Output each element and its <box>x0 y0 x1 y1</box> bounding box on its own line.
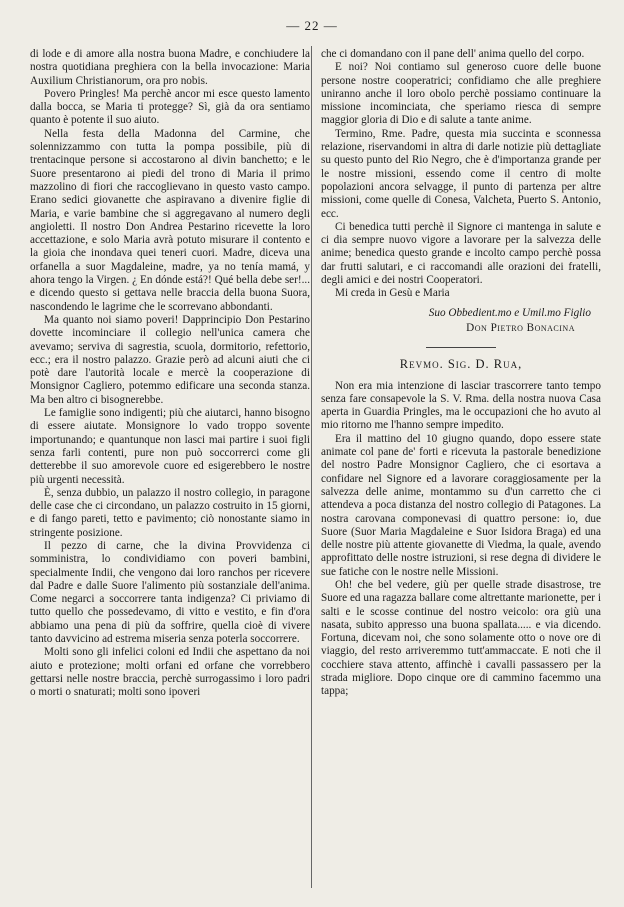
left-column <box>30 48 310 700</box>
paragraph: Ma quanto noi siamo poveri! Dapprincipio Don Pestarino dovette incominciare il collegio nell'unica camera che avevamo; serviva di sagrestia, scuola, dormitorio, refettorio, ecc.; era il nostro palazzo. Grazie però ad alcuni aiuti che ci potè dare l'autorità locale e mercè la cooperazione di Monsignor Cagliero, potemmo edificare una seconda stanza. Ma ben altro ci bisognerebbe. <box>30 313 310 406</box>
section-divider <box>426 347 496 348</box>
paragraph: Ci benedica tutti perchè il Signore ci mantenga in salute e ci dia sempre nuovo vigore a lavorare per la salvezza delle anime; benedica questo grande e incolto campo perchè possa dar frutti salutari, e ci raccomandi alle orazioni dei fratelli, degli amici e dei nostri Cooperatori. <box>321 220 601 287</box>
paragraph: Mi creda in Gesù e Maria <box>335 287 450 300</box>
paragraph: Le famiglie sono indigenti; più che aiutarci, hanno bisogno di essere aiutate. Monsignore lo vado troppo sovente importunando; e quantunque non lasci mai partire i suoi figli senza farli contenti, pure non può soccorrerci come gli detterebbe il suo amorevole cuore ed esigerebbero le nostre più urgenti necessità. <box>30 407 310 486</box>
paragraph: Molti sono gli infelici coloni ed Indii che aspettano da noi aiuto e protezione; molti orfani ed orfane che vorrebbero gettarsi nelle nostre braccia, perchè surrogassimo i loro padri o morti o snaturati; molti sono ipoveri <box>30 646 310 699</box>
right-column <box>321 48 601 699</box>
paragraph: E noi? Noi contiamo sul generoso cuore delle buone persone nostre cooperatrici; confidiamo che alle preghiere uniranno anche il loro obolo perchè possiamo continuare la missione incominciata, che speriamo riesca di sempre maggior gloria di Dio e di salute a tante anime. <box>321 61 601 127</box>
paragraph: È, senza dubbio, un palazzo il nostro collegio, in paragone delle case che ci circondano, un palazzo costruito in 15 giorni, e di fango pareti, tetto e pavimento; ciò nonostante siamo in stringente posizione. <box>30 486 310 539</box>
paragraph: Oh! che bel vedere, giù per quelle strade disastrose, tre Suore ed una ragazza ballare come altrettante marionette, per i salti e le scosse continue del nostro veicolo: ora giù una nasata, subito appresso una buona spallata..... e via dicendo. Fortuna, dicevam noi, che sono solamente otto o nove ore di viaggio, del resto arriveremmo tutt'ammaccate. E noti che il cocchiere stava attento, affinchè i cavalli passassero per la strada migliore. Dopo cinque ore di cammino facemmo una tappa; <box>321 578 601 698</box>
letter-heading: Revmo. Sig. D. Rua, <box>399 357 523 372</box>
paragraph: Termino, Rme. Padre, questa mia succinta e sconnessa relazione, riservandomi in altra di darle notizie più dettagliate su questo punto del Rio Negro, che è d'importanza grande per le nostre missioni, essendo come il centro di molte popolazioni ancora selvagge, il punto di partenza per altre missioni, come quelle di Conesa, Valcheta, Puerto S. Antonio, ecc. <box>321 127 601 220</box>
signature: Don Pietro Bonacina <box>466 321 575 334</box>
closing-line: Suo Obbedient.mo e Umil.mo Figlio <box>428 306 591 319</box>
column-divider <box>311 46 312 888</box>
paragraph: Era il mattino del 10 giugno quando, dopo essere state animate col pane de' forti e ricevuta la pastorale benedizione del nostro Padre Monsignor Cagliero, che ci esortava a confidare nel Signore ed a lavorare coraggiosamente per la salvezza delle anime, montammo su d'un carretto che ci attendeva a poca distanza del nostro collegio di Patagones. La nostra carovana componevasi di quattro persone: io, due Suore (Suor Maria Magdaleine e Suor Isidora Braga) ed una delle nostre più attente giovanette di Viedma, la quale, avendo approfittato delle nostre istruzioni, si rese degna di dividere le sue fatiche con le nostre nelle Missioni. <box>321 432 601 578</box>
paragraph: di lode e di amore alla nostra buona Madre, e conchiudere la nostra quotidiana preghiera con la bella invocazione: Maria Auxilium Christianorum, ora pro nobis. <box>30 48 310 87</box>
page-number: — 22 — <box>286 18 338 33</box>
paragraph: Non era mia intenzione di lasciar trascorrere tanto tempo senza fare consapevole la S. V. Rma. della nostra nuova Casa aperta in Guardia Pringles, ma le occupazioni che ho avuto al mio ritorno me l'hanno sempre impedito. <box>321 379 601 432</box>
paragraph: Nella festa della Madonna del Carmine, che solennizzammo con tutta la pompa possibile, più di trentacinque persone si accostarono al divin banchetto; e le Suore presentarono ai piedi del trono di Maria il primo mazzolino di fiori che raccoglievano in questo vasto campo. Erano sedici giovanette che aspiravano a divenire figlie di Maria, e varie bambine che si aggregavano al numero degli angioletti. Il nostro Don Andrea Pestarino ricevette la loro accettazione, e solo Maria avrà potuto misurare il contento e la gioia che inondava quei teneri cuori. Madre, diceva una orfanella a suor Magdaleine, madre, ya no tenía mamá, y ahora tengo la Virgen. ¿ En dónde está?! Qué bella debe ser!... e dicendo questo si gettava nelle braccia della buona Suora, nascondendo le lagrime che le scorrevano abbondanti. <box>30 127 310 313</box>
paragraph: Povero Pringles! Ma perchè ancor mi esce questo lamento dalla bocca, se Maria ti protegge? Sì, già da ora sentiamo quanto è potente il suo aiuto. <box>30 87 310 127</box>
paragraph: che ci domandano con il pane dell' anima quello del corpo. <box>321 48 585 60</box>
paragraph: Il pezzo di carne, che la divina Provvidenza ci somministra, lo condividiamo con poveri bambini, specialmente Indii, che vengono dai loro ranchos per ricevere dal Padre e dalle Suore l'alimento più sostanziale dell'anima. Come negarci a soccorrere tanta indigenza? Ci priviamo di tutto quello che possedevamo, di vitto e vestito, e fin d'ora abbiamo una pena di più da soffrire, quella cioè di vivere tanto davvicino ad estrema miseria senza poterla soccorrere. <box>30 539 310 646</box>
